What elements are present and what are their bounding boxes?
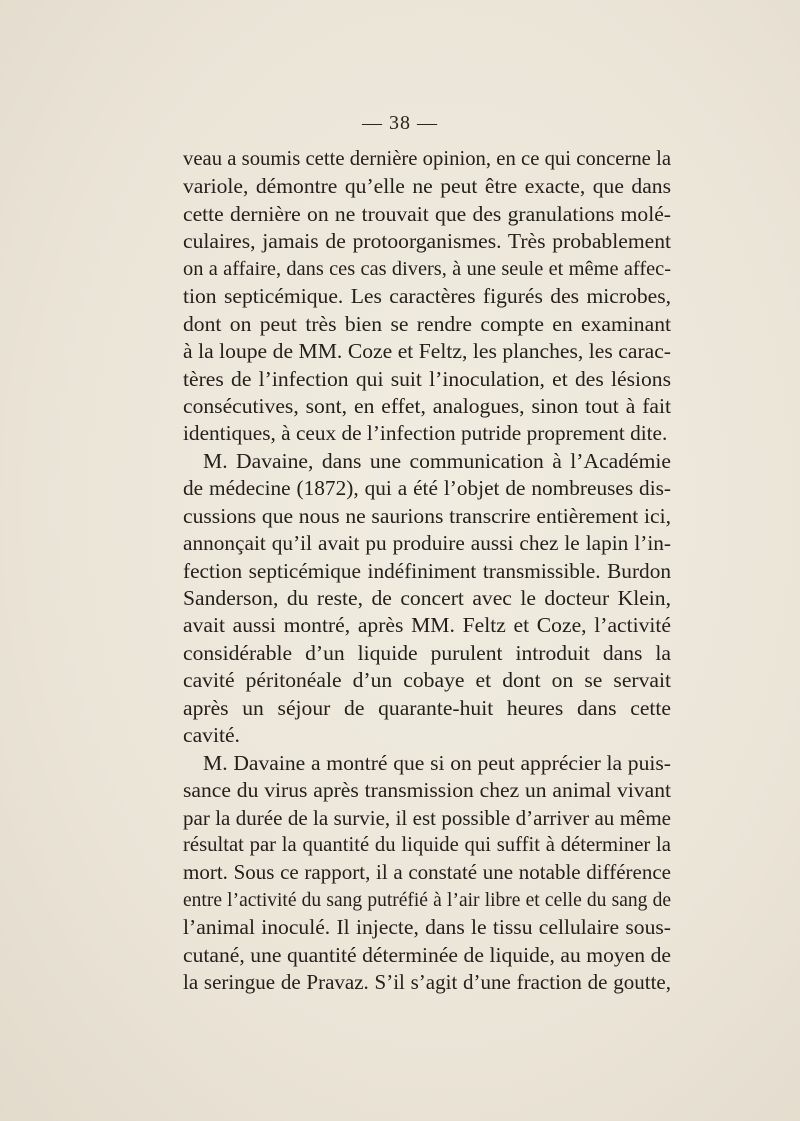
page-number: — 38 — xyxy=(362,112,438,134)
text-line: M. Davaine a montré que si on peut apprécier la puis- xyxy=(203,750,671,775)
text-line: tion septicémique. Les caractères figurés des microbes, xyxy=(183,284,671,309)
text-line: de médecine (1872), qui a été l’objet de nombreuses dis- xyxy=(183,476,671,501)
text-line: annonçait qu’il avait pu produire aussi chez le lapin l’in- xyxy=(183,531,671,556)
text-line: résultat par la quantité du liquide qui suffit à déterminer la xyxy=(183,833,671,856)
text-line: dont on peut très bien se rendre compte en examinant xyxy=(183,311,671,336)
text-line: cutané, une quantité déterminée de liquide, au moyen de xyxy=(183,942,671,967)
text-line: veau a soumis cette dernière opinion, en ce qui concerne la xyxy=(183,148,671,170)
text-line: après un séjour de quarante-huit heures dans cette xyxy=(183,695,671,720)
text-line: considérable d’un liquide purulent introduit dans la xyxy=(183,640,671,665)
text-line: la seringue de Pravaz. S’il s’agit d’une fraction de goutte, xyxy=(183,970,671,995)
text-line: mort. Sous ce rapport, il a constaté une notable différence xyxy=(183,860,671,885)
text-line: entre l’activité du sang putréfié à l’air libre et celle du sang de xyxy=(183,889,671,911)
text-line: variole, démontre qu’elle ne peut être exacte, que dans xyxy=(183,174,671,199)
text-line: cavité. xyxy=(183,723,240,748)
text-line: sance du virus après transmission chez un animal vivant xyxy=(183,778,671,803)
text-line: consécutives, sont, en effet, analogues, sinon tout à fait xyxy=(183,393,671,418)
body-text xyxy=(183,146,671,997)
text-line: fection septicémique indéfiniment transmissible. Burdon xyxy=(183,558,671,583)
text-line: identiques, à ceux de l’infection putride proprement dite. xyxy=(183,421,668,446)
text-line: cette dernière on ne trouvait que des granulations molé- xyxy=(183,201,671,226)
text-line: à la loupe de MM. Coze et Feltz, les planches, les carac- xyxy=(183,339,671,364)
text-line: culaires, jamais de protoorganismes. Très probablement xyxy=(183,229,671,254)
text-line: cussions que nous ne saurions transcrire entièrement ici, xyxy=(183,503,671,528)
text-line: M. Davaine, dans une communication à l’Académie xyxy=(203,448,671,473)
text-line: cavité péritonéale d’un cobaye et dont on se servait xyxy=(183,668,671,693)
text-line: tères de l’infection qui suit l’inoculation, et des lésions xyxy=(183,366,671,391)
text-line: Sanderson, du reste, de concert avec le docteur Klein, xyxy=(183,586,671,610)
text-line: on a affaire, dans ces cas divers, à une seule et même affec- xyxy=(183,257,671,280)
text-line: par la durée de la survie, il est possible d’arriver au même xyxy=(183,805,671,830)
text-line: l’animal inoculé. Il injecte, dans le tissu cellulaire sous- xyxy=(183,915,671,940)
text-line: avait aussi montré, après MM. Feltz et Coze, l’activité xyxy=(183,613,671,638)
